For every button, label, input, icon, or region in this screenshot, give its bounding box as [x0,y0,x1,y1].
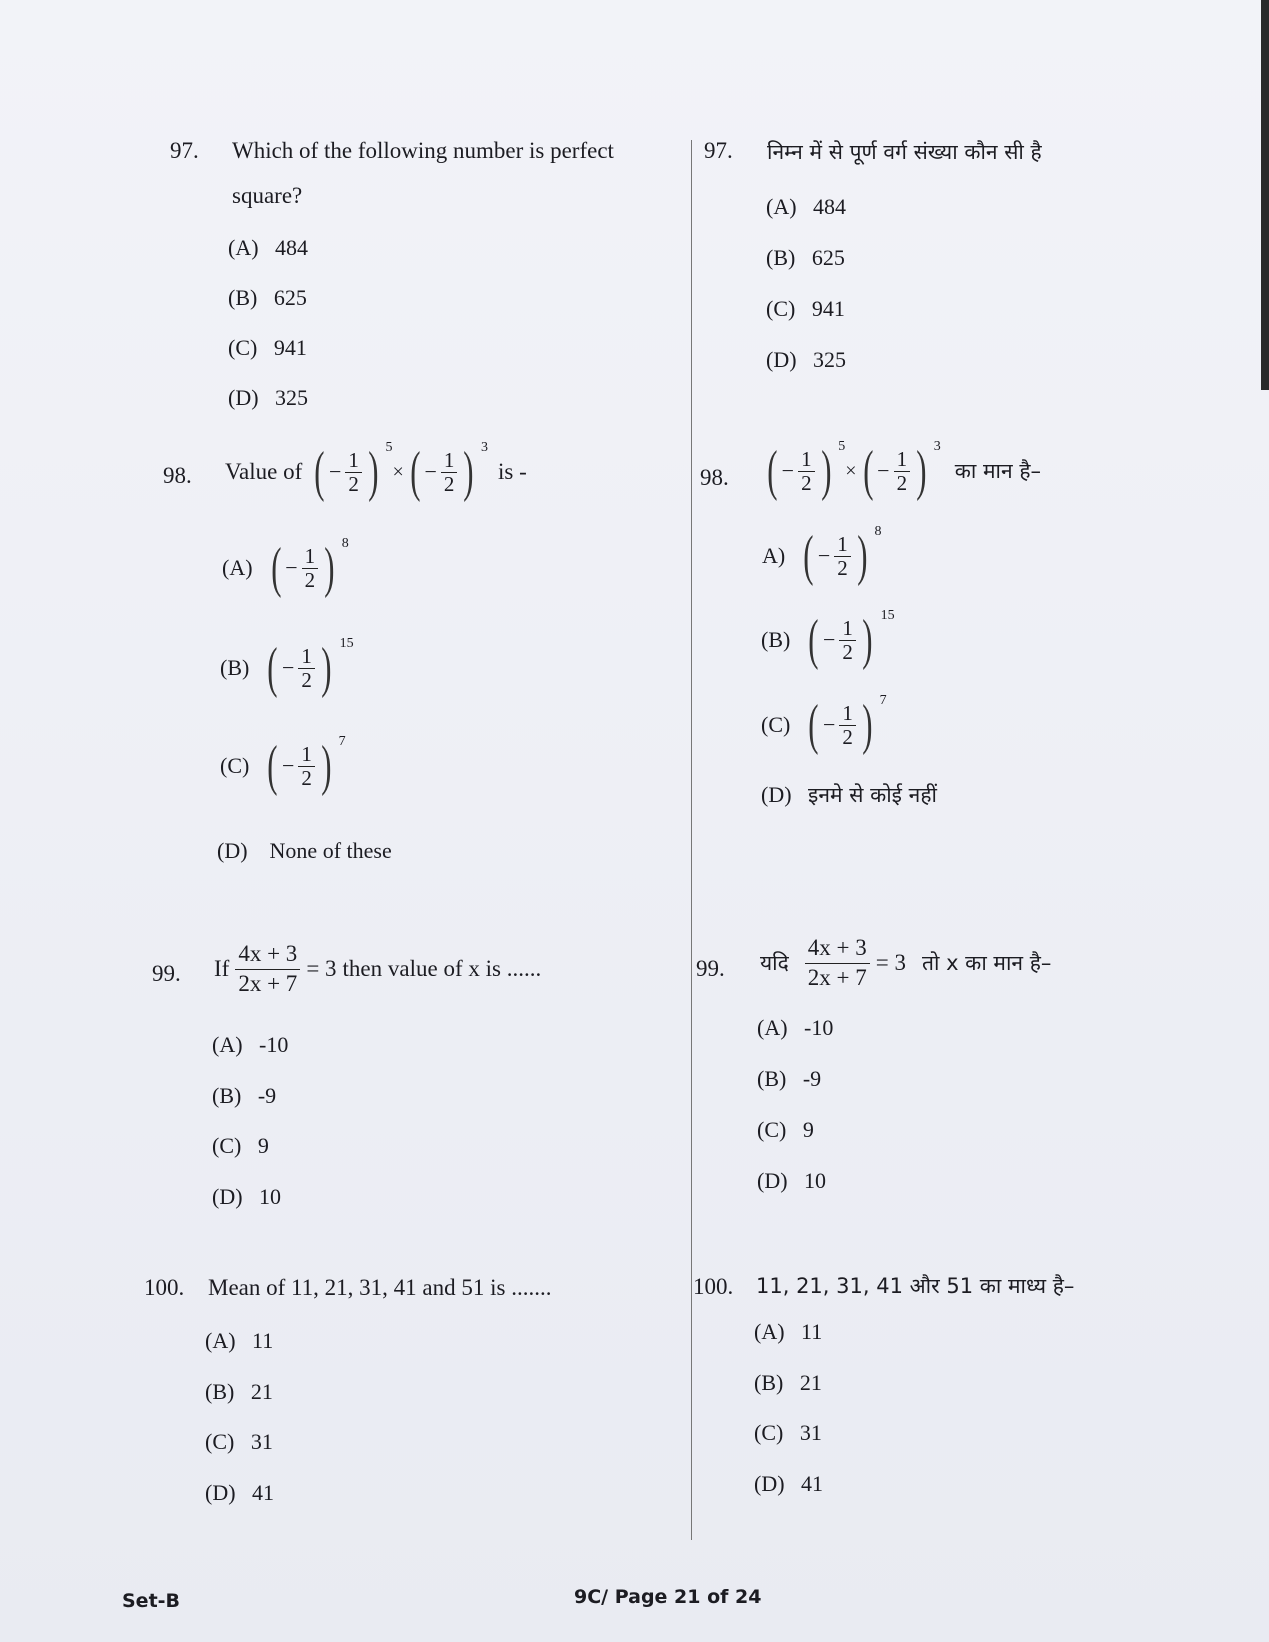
option-label: A) [762,543,786,568]
hindi-q97-option-a[interactable] [766,194,846,220]
option-value: 325 [275,385,309,410]
q98-option-b[interactable] [220,636,354,699]
option-value: 11 [801,1319,823,1344]
q97-option-d[interactable] [228,385,308,411]
question-98-text [225,440,527,503]
q99-option-a[interactable] [212,1032,288,1058]
option-label: (A) [757,1015,788,1040]
fraction [839,702,856,747]
hindi-q100-option-b[interactable] [754,1370,822,1396]
hindi-q98-option-a[interactable] [762,524,882,587]
option-label: (C) [220,753,250,778]
fraction [834,533,851,578]
option-label: (C) [757,1117,787,1142]
hindi-q100-option-d[interactable] [754,1471,823,1497]
option-expression: ( − $\frac{1}{2}$ ) $^{15}$ [808,608,895,671]
option-value: 325 [813,347,847,372]
option-label: (A) [766,194,797,219]
power-term-2: ( − $\frac{1}{2}$ ) $^3$ [862,439,941,502]
numerator: 4x + 3 [805,934,870,964]
numerator: 1 [798,448,815,471]
q100-option-c[interactable] [205,1429,273,1455]
option-label: (D) [754,1471,785,1496]
option-label: (D) [228,385,259,410]
option-label: (D) [205,1480,236,1505]
hindi-question-100-text: 11, 21, 31, 41 और 51 का माध्य है– [756,1274,1075,1298]
hindi-question-97-text: निम्न में से पूर्ण वर्ग संख्या कौन सी है [767,140,1042,164]
minus-sign: − [781,458,795,483]
q99-option-b[interactable] [212,1083,276,1109]
q98-option-c[interactable] [220,734,346,797]
option-label: (D) [757,1168,788,1193]
hindi-question-100-number: 100. [693,1274,734,1299]
exponent: 15 [880,608,895,623]
option-value: -10 [804,1015,834,1040]
numerator: 1 [839,617,856,640]
option-label: (A) [228,235,259,260]
hindi-question-98-expression [763,439,941,502]
exponent: 5 [838,439,846,454]
power-term-2: ( − $\frac{1}{2}$ ) $^3$ [409,440,489,503]
option-value: 21 [250,1379,273,1404]
denominator: 2 [348,471,359,496]
option-label: (B) [220,655,250,680]
option-value: -10 [259,1032,289,1057]
q98-option-a[interactable] [222,536,349,599]
option-label: (B) [757,1066,787,1091]
footer-page-number: 9C/ Page 21 of 24 [574,1586,762,1608]
question-97-text-line1: Which of the following number is perfect [232,138,614,163]
denominator: 2x + 7 [807,964,867,990]
denominator: 2 [301,765,312,790]
footer-set-label: Set-B [122,1590,181,1612]
q99-option-d[interactable] [212,1184,281,1210]
option-value: 484 [813,194,847,219]
numerator: 4x + 3 [235,940,300,970]
column-divider [691,140,692,1540]
denominator: 2 [301,667,312,692]
option-expression: ( − $\frac{1}{2}$ ) $^7$ [808,693,887,756]
question-100-text: Mean of 11, 21, 31, 41 and 51 is ....... [208,1275,552,1300]
option-expression: ( − $\frac{1}{2}$ ) $^8$ [803,524,882,587]
exponent: 15 [339,636,354,651]
hindi-question-98-number: 98. [700,465,729,490]
minus-sign: − [285,555,298,580]
denominator: 2 [304,567,316,592]
question-99-fraction [235,940,300,999]
option-label: (B) [754,1370,784,1395]
minus-sign: − [877,458,890,483]
hindi-q97-option-b[interactable] [766,245,845,271]
option-label: (A) [205,1328,236,1353]
denominator: 2 [837,555,848,580]
option-value: 941 [811,296,845,321]
fraction [298,743,315,788]
exponent: 3 [481,440,489,455]
denominator: 2 [842,639,853,664]
minus-sign: − [281,753,295,778]
times-sign: × [392,460,404,483]
option-label: (B) [212,1083,242,1108]
option-value: 31 [799,1420,822,1445]
option-label: (A) [212,1032,243,1057]
option-label: (A) [754,1319,785,1344]
hindi-q100-option-c[interactable] [754,1420,822,1446]
numerator: 1 [834,533,851,556]
hindi-q98-option-c[interactable] [761,693,887,756]
option-value: None of these [269,838,392,863]
minus-sign: − [281,655,295,680]
numerator: 1 [894,448,911,471]
question-100-number: 100. [144,1275,185,1300]
question-99-number: 99. [152,961,181,986]
option-value: 21 [799,1370,822,1395]
fraction [894,448,911,493]
hindi-question-97-number: 97. [704,138,733,163]
option-value: 625 [811,245,845,270]
question-97-number: 97. [170,138,199,163]
fraction [839,617,856,662]
numerator: 1 [441,449,458,472]
option-label: (B) [228,285,258,310]
question-98-number: 98. [163,463,192,488]
option-value: -9 [257,1083,277,1108]
hindi-question-99-number: 99. [696,956,725,981]
power-term-1: ( − $\frac{1}{2}$ ) $^5$ [767,439,846,502]
numerator: 1 [345,449,362,472]
option-label: (C) [754,1420,784,1445]
minus-sign: − [817,543,831,568]
scan-edge [1261,0,1269,390]
option-label: (C) [766,296,796,321]
option-label: (B) [766,245,796,270]
option-label: (D) [766,347,797,372]
option-expression: ( − $\frac{1}{2}$ ) $^8$ [270,536,349,599]
q97-option-b[interactable] [228,285,307,311]
q100-option-a[interactable] [205,1328,273,1354]
hindi-q100-option-a[interactable] [754,1319,822,1345]
q97-option-a[interactable] [228,235,308,261]
exponent: 5 [385,440,393,455]
question-98-prefix: Value of [225,459,303,484]
numerator: 1 [839,702,856,725]
option-value: 31 [250,1429,273,1454]
hindi-question-99-text [760,934,1051,993]
minus-sign: − [424,459,437,484]
minus-sign: − [822,712,836,737]
minus-sign: − [328,459,342,484]
question-99-suffix: then value of x is ...... [342,956,542,982]
hindi-q98-option-b[interactable] [761,608,895,671]
option-value: 10 [259,1184,282,1209]
exponent: 8 [341,536,349,551]
denominator: 2 [842,724,853,749]
fraction [798,448,815,493]
q100-option-d[interactable] [205,1480,274,1506]
question-99-text [214,940,541,999]
option-expression: ( − $\frac{1}{2}$ ) $^{15}$ [267,636,354,699]
hindi-q99-option-a[interactable] [757,1015,833,1041]
option-value: 41 [252,1480,275,1505]
option-label: (B) [761,627,791,652]
option-expression: ( − $\frac{1}{2}$ ) $^7$ [267,734,346,797]
option-value: 11 [252,1328,274,1353]
option-label: (D) [212,1184,243,1209]
option-label: (C) [228,335,258,360]
hindi-q97-option-c[interactable] [766,296,845,322]
option-value: 9 [257,1133,269,1158]
option-value: इनमे से कोई नहीं [808,783,937,807]
exponent: 7 [879,693,887,708]
question-99-prefix: If [214,956,230,982]
option-value: 41 [801,1471,824,1496]
exponent: 8 [874,524,882,539]
numerator: 1 [302,545,319,568]
denominator: 2 [443,471,455,496]
option-value: 941 [273,335,307,360]
hindi-question-99-fraction [805,934,870,993]
denominator: 2x + 7 [238,970,298,996]
hindi-q97-option-d[interactable] [766,347,846,373]
option-value: 625 [273,285,307,310]
fraction [441,449,458,494]
hindi-question-99-suffix: तो x का मान है– [922,951,1052,976]
equals-value: = 3 [875,950,906,976]
hindi-q99-option-d[interactable] [757,1168,826,1194]
question-98-suffix: is - [498,459,527,484]
option-label: (C) [761,712,791,737]
q98-option-d[interactable] [217,838,392,864]
option-value: 10 [804,1168,827,1193]
question-98-expression [310,440,489,503]
q97-option-c[interactable] [228,335,307,361]
option-value: 484 [275,235,309,260]
option-label: (B) [205,1379,235,1404]
denominator: 2 [801,470,812,495]
option-label: (D) [761,782,792,807]
equals-value: = 3 [306,956,337,982]
hindi-q99-option-b[interactable] [757,1066,821,1092]
hindi-q99-option-c[interactable] [757,1117,814,1143]
option-label: (C) [205,1429,235,1454]
denominator: 2 [896,470,908,495]
option-value: 9 [802,1117,814,1142]
numerator: 1 [298,645,315,668]
option-label: (D) [217,838,248,863]
question-97-text-line2: square? [232,183,303,208]
hindi-question-98-suffix: का मान है– [954,459,1041,483]
option-label: (A) [222,555,253,580]
minus-sign: − [822,627,836,652]
fraction [298,645,315,690]
numerator: 1 [298,743,315,766]
q100-option-b[interactable] [205,1379,273,1405]
hindi-q98-option-d[interactable] [761,781,937,809]
option-value: -9 [802,1066,822,1091]
exponent: 7 [338,734,346,749]
option-label: (C) [212,1133,242,1158]
times-sign: × [845,459,857,482]
power-term-1: ( − $\frac{1}{2}$ ) $^5$ [314,440,393,503]
fraction [302,545,319,590]
exponent: 3 [933,439,941,454]
hindi-question-98-text [763,439,1041,502]
hindi-question-99-prefix: यदि [760,951,789,976]
q99-option-c[interactable] [212,1133,269,1159]
fraction [345,449,362,494]
